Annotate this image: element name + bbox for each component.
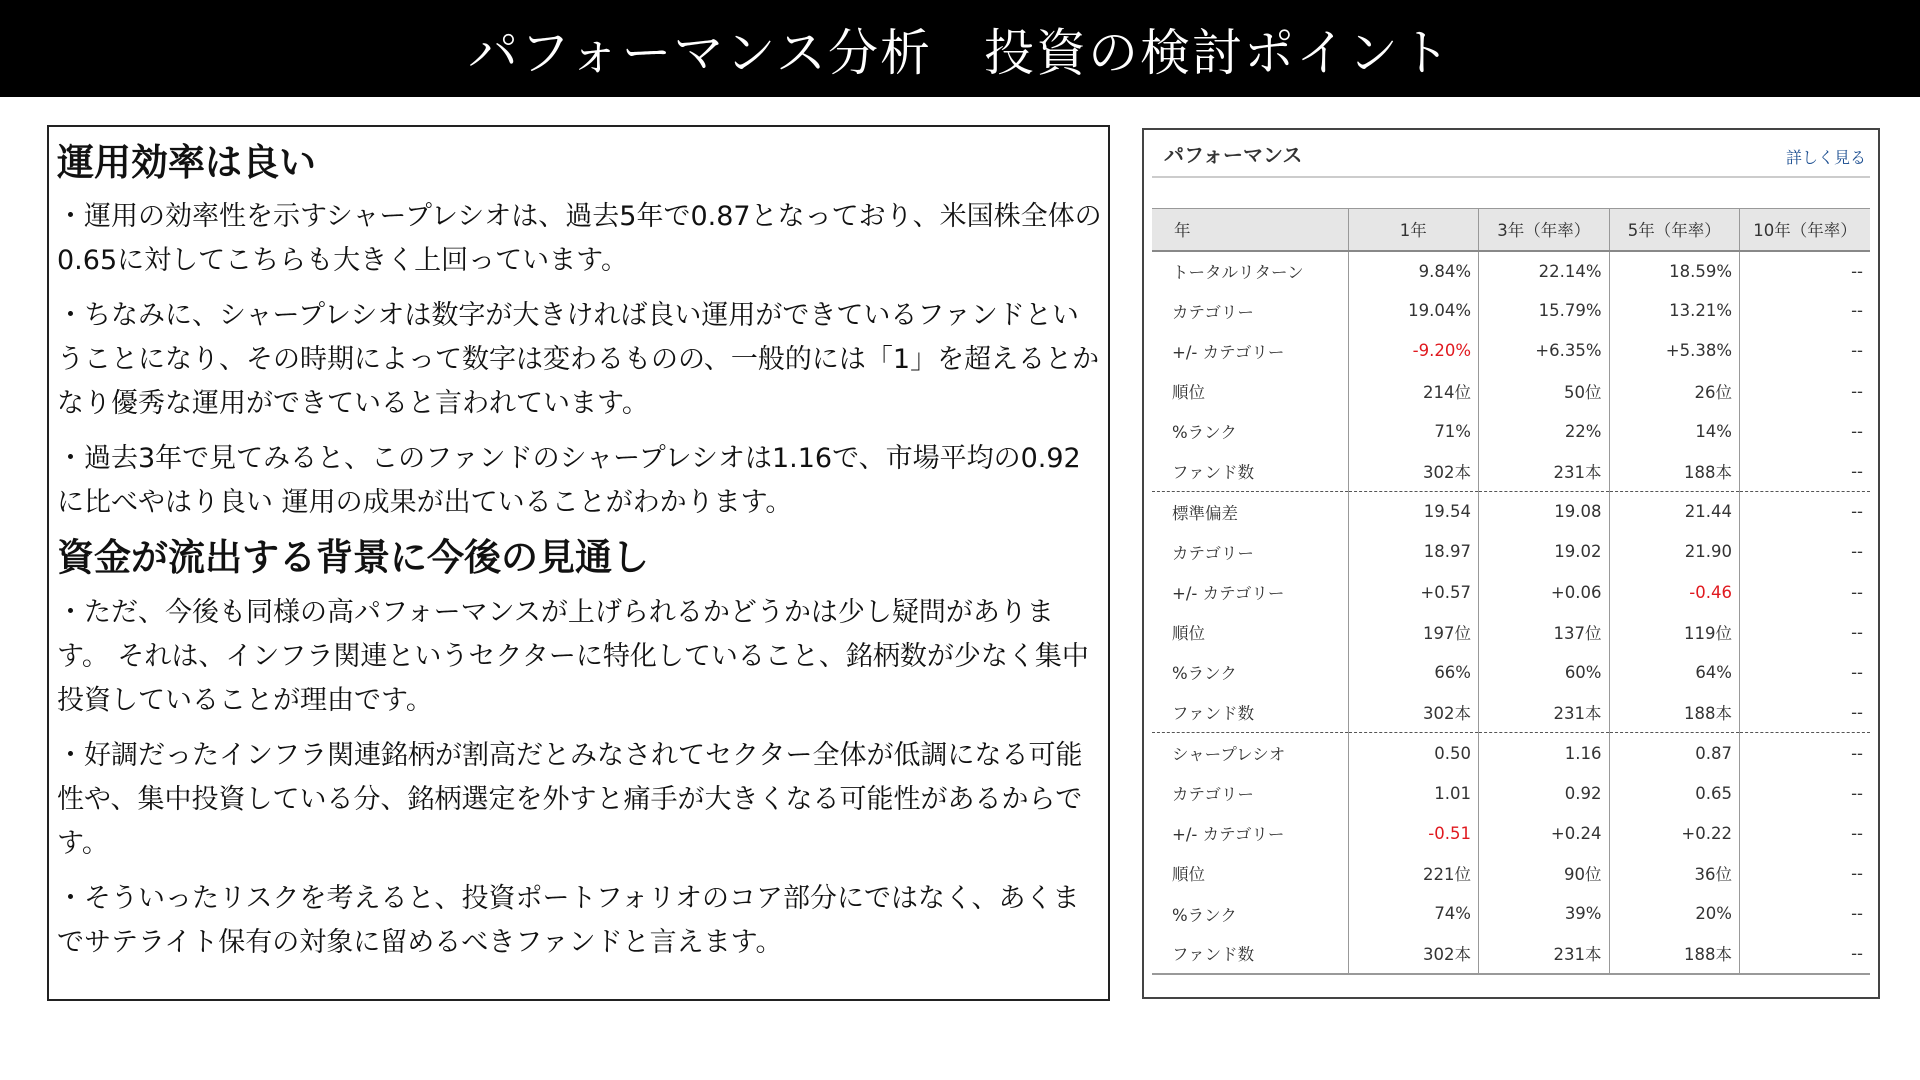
table-row (1152, 251, 1870, 291)
table-cell: -9.20% (1348, 331, 1479, 371)
table-row (1152, 612, 1870, 652)
performance-card-header (1152, 142, 1870, 178)
table-cell: -- (1851, 301, 1863, 321)
table-row (1152, 532, 1870, 572)
table-cell: 90位 (1479, 853, 1610, 893)
table-cell: 66% (1348, 652, 1479, 692)
table-cell: +5.38% (1609, 331, 1740, 371)
table-cell: -- (1851, 863, 1863, 883)
table-cell: 20% (1609, 894, 1740, 934)
page-title: パフォーマンス分析 投資の検討ポイント (468, 23, 1452, 82)
table-cell: 14% (1609, 411, 1740, 451)
table-cell: 19.54 (1348, 492, 1479, 532)
column-header: 3年（年率） (1479, 209, 1610, 251)
table-cell: 0.87 (1609, 733, 1740, 773)
table-cell: -- (1851, 582, 1863, 602)
row-label: ファンド数 (1152, 934, 1348, 974)
table-cell: 64% (1609, 652, 1740, 692)
table-cell: 197位 (1348, 612, 1479, 652)
row-label: トータルリターン (1152, 251, 1348, 291)
table-cell: 19.02 (1479, 532, 1610, 572)
row-label: 順位 (1152, 371, 1348, 411)
table-row (1152, 652, 1870, 692)
table-cell: 137位 (1479, 612, 1610, 652)
performance-card-body (1152, 142, 1870, 975)
table-cell: 9.84% (1348, 251, 1479, 291)
table-cell: -- (1851, 381, 1863, 401)
performance-table-body (1152, 251, 1870, 974)
table-cell: 74% (1348, 894, 1479, 934)
row-label: +/- カテゴリー (1152, 331, 1348, 371)
commentary-panel (47, 125, 1110, 1001)
table-row (1152, 411, 1870, 451)
table-cell: 188本 (1609, 451, 1740, 491)
row-label: カテゴリー (1152, 291, 1348, 331)
table-row (1152, 853, 1870, 893)
table-cell: 15.79% (1479, 291, 1610, 331)
table-cell: 214位 (1348, 371, 1479, 411)
row-label: +/- カテゴリー (1152, 572, 1348, 612)
table-cell: 1.01 (1348, 773, 1479, 813)
table-cell: -- (1740, 492, 1871, 532)
row-label: 標準偏差 (1152, 492, 1348, 532)
table-cell: 231本 (1479, 451, 1610, 491)
table-row (1152, 773, 1870, 813)
table-cell: 302本 (1348, 451, 1479, 491)
table-row (1152, 451, 1870, 491)
table-cell: -- (1851, 421, 1863, 441)
table-row (1152, 693, 1870, 733)
table-cell: -- (1851, 542, 1863, 562)
table-cell: -- (1851, 823, 1863, 843)
row-label: %ランク (1152, 652, 1348, 692)
table-cell: 39% (1479, 894, 1610, 934)
table-row (1152, 813, 1870, 853)
bullet-point: ・ただ、今後も同様の高パフォーマンスが上げられるかどうかは少し疑問があります。 それは、インフラ関連というセクターに特化していること、銘柄数が少なく集中投資していることが理由です。 (57, 596, 1089, 716)
table-cell: -- (1851, 783, 1863, 803)
table-cell: -0.46 (1609, 572, 1740, 612)
table-cell: 231本 (1479, 693, 1610, 733)
table-cell: 22.14% (1479, 251, 1610, 291)
table-cell: 71% (1348, 411, 1479, 451)
row-label: +/- カテゴリー (1152, 813, 1348, 853)
table-cell: -- (1851, 622, 1863, 642)
table-cell: 0.92 (1479, 773, 1610, 813)
table-cell: 302本 (1348, 934, 1479, 974)
column-header: 5年（年率） (1609, 209, 1740, 251)
bullet-point: ・好調だったインフラ関連銘柄が割高だとみなされてセクター全体が低調になる可能性や、集中投資している分、銘柄選定を外すと痛手が大きくなる可能性があるからです。 (57, 739, 1083, 859)
table-cell: -- (1851, 461, 1863, 481)
table-cell: 0.50 (1348, 733, 1479, 773)
table-cell: +6.35% (1479, 331, 1610, 371)
column-header: 10年（年率） (1740, 209, 1871, 251)
bullet-point: ・ちなみに、シャープレシオは数字が大きければ良い運用ができているファンドということになり、その時期によって数字は変わるものの、一般的には「1」を超えるとかなり優秀な運用ができていると言われています。 (57, 300, 1100, 420)
row-label: %ランク (1152, 411, 1348, 451)
table-header-row (1152, 209, 1870, 251)
performance-table (1152, 208, 1870, 975)
table-cell: -- (1851, 261, 1863, 281)
table-row (1152, 331, 1870, 371)
table-cell: -- (1740, 733, 1871, 773)
table-cell: 22% (1479, 411, 1610, 451)
table-cell: 19.08 (1479, 492, 1610, 532)
table-cell: 21.44 (1609, 492, 1740, 532)
bullet-point: ・過去3年で見てみると、このファンドのシャープレシオは1.16で、市場平均の0.92に比べやはり良い 運用の成果が出ていることがわかります。 (57, 443, 1081, 519)
bullet-point: ・運用の効率性を示すシャープレシオは、過去5年で0.87となっており、米国株全体の0.65に対してこちらも大きく上回っています。 (57, 201, 1102, 277)
table-row (1152, 371, 1870, 411)
row-label: ファンド数 (1152, 451, 1348, 491)
table-cell: 50位 (1479, 371, 1610, 411)
table-cell: 19.04% (1348, 291, 1479, 331)
table-cell: -- (1851, 341, 1863, 361)
section-heading-outlook: 資金が流出する背景に今後の見通し (57, 536, 649, 580)
column-header: 年 (1152, 209, 1348, 251)
table-cell: 60% (1479, 652, 1610, 692)
column-header: 1年 (1348, 209, 1479, 251)
performance-card (1142, 128, 1880, 999)
table-cell: +0.57 (1348, 572, 1479, 612)
row-label: カテゴリー (1152, 532, 1348, 572)
table-cell: 36位 (1609, 853, 1740, 893)
table-row (1152, 934, 1870, 974)
bullet-point: ・そういったリスクを考えると、投資ポートフォリオのコア部分にではなく、あくまでサテライト保有の対象に留めるべきファンドと言えます。 (57, 882, 1080, 958)
table-cell: 221位 (1348, 853, 1479, 893)
table-row (1152, 492, 1870, 532)
table-cell: 18.97 (1348, 532, 1479, 572)
row-label: シャープレシオ (1152, 733, 1348, 773)
table-cell: -- (1851, 662, 1863, 682)
table-row (1152, 572, 1870, 612)
header-bar (0, 0, 1920, 97)
row-label: カテゴリー (1152, 773, 1348, 813)
table-cell: 26位 (1609, 371, 1740, 411)
table-cell: 231本 (1479, 934, 1610, 974)
table-cell: 188本 (1609, 934, 1740, 974)
table-cell: 21.90 (1609, 532, 1740, 572)
table-cell: +0.06 (1479, 572, 1610, 612)
table-cell: -- (1851, 904, 1863, 924)
table-cell: 188本 (1609, 693, 1740, 733)
table-cell: -- (1851, 702, 1863, 722)
table-cell: 1.16 (1479, 733, 1610, 773)
row-label: ファンド数 (1152, 693, 1348, 733)
table-cell: 13.21% (1609, 291, 1740, 331)
table-row (1152, 291, 1870, 331)
table-cell: -0.51 (1348, 813, 1479, 853)
table-cell: +0.24 (1479, 813, 1610, 853)
row-label: %ランク (1152, 894, 1348, 934)
row-label: 順位 (1152, 853, 1348, 893)
table-row (1152, 733, 1870, 773)
details-link[interactable]: 詳しく見る (1785, 148, 1866, 167)
table-cell: -- (1740, 934, 1871, 974)
row-label: 順位 (1152, 612, 1348, 652)
table-cell: 119位 (1609, 612, 1740, 652)
table-row (1152, 894, 1870, 934)
table-cell: +0.22 (1609, 813, 1740, 853)
table-cell: 302本 (1348, 693, 1479, 733)
table-cell: 0.65 (1609, 773, 1740, 813)
table-cell: 18.59% (1609, 251, 1740, 291)
performance-title: パフォーマンス (1164, 143, 1303, 167)
section-heading-efficiency: 運用効率は良い (57, 141, 316, 184)
